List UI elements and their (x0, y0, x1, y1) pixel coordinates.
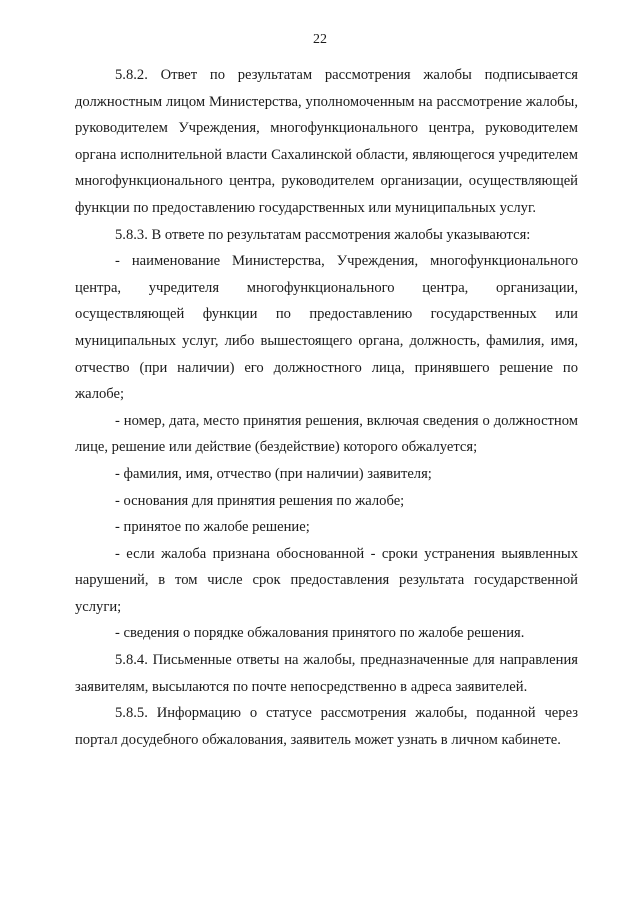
list-item-name: - наименование Министерства, Учреждения, многофункционального центра, учредителя многофункционального центра, организации, осуществляющей функции по предоставлению государственных или муниципальных услуг, либо вышестоящего органа, должность, фамилия, имя, отчество (при наличии) его должностного лица, принявшего решение по жалобе; (75, 253, 578, 403)
list-item-decision: - принятое по жалобе решение; (115, 519, 310, 536)
list-item-deadlines: - если жалоба признана обоснованной - сроки устранения выявленных нарушений, в том числе срок предоставления результата государственной услуги; (75, 545, 578, 615)
paragraph-5-8-3: 5.8.3. В ответе по результатам рассмотрения жалобы указываются: (115, 226, 531, 243)
document-body (75, 62, 578, 753)
paragraph-5-8-5: 5.8.5. Информацию о статусе рассмотрения жалобы, поданной через портал досудебного обжалования, заявитель может узнать в личном кабинете. (75, 705, 578, 748)
list-item-number-date: - номер, дата, место принятия решения, включая сведения о должностном лице, решение или действие (бездействие) которого обжалуется; (75, 412, 578, 456)
list-item-grounds: - основания для принятия решения по жалобе; (115, 492, 405, 509)
paragraph-5-8-2: 5.8.2. Ответ по результатам рассмотрения жалобы подписывается должностным лицом Министерства, уполномоченным на рассмотрение жалобы, руководителем Учреждения, многофункционального центра, руководителем органа исполнительной власти Сахалинской области, являющегося учредителем многофункционального центра, руководителем организации, осуществляющей функции по предоставлению государственных или муниципальных услуг. (75, 67, 578, 216)
paragraph-5-8-4: 5.8.4. Письменные ответы на жалобы, предназначенные для направления заявителям, высылаются по почте непосредственно в адреса заявителей. (75, 652, 578, 695)
list-item-appeal-procedure: - сведения о порядке обжалования принятого по жалобе решения. (115, 625, 525, 642)
list-item-applicant-name: - фамилия, имя, отчество (при наличии) заявителя; (115, 465, 432, 482)
page-number: 22 (313, 32, 327, 47)
